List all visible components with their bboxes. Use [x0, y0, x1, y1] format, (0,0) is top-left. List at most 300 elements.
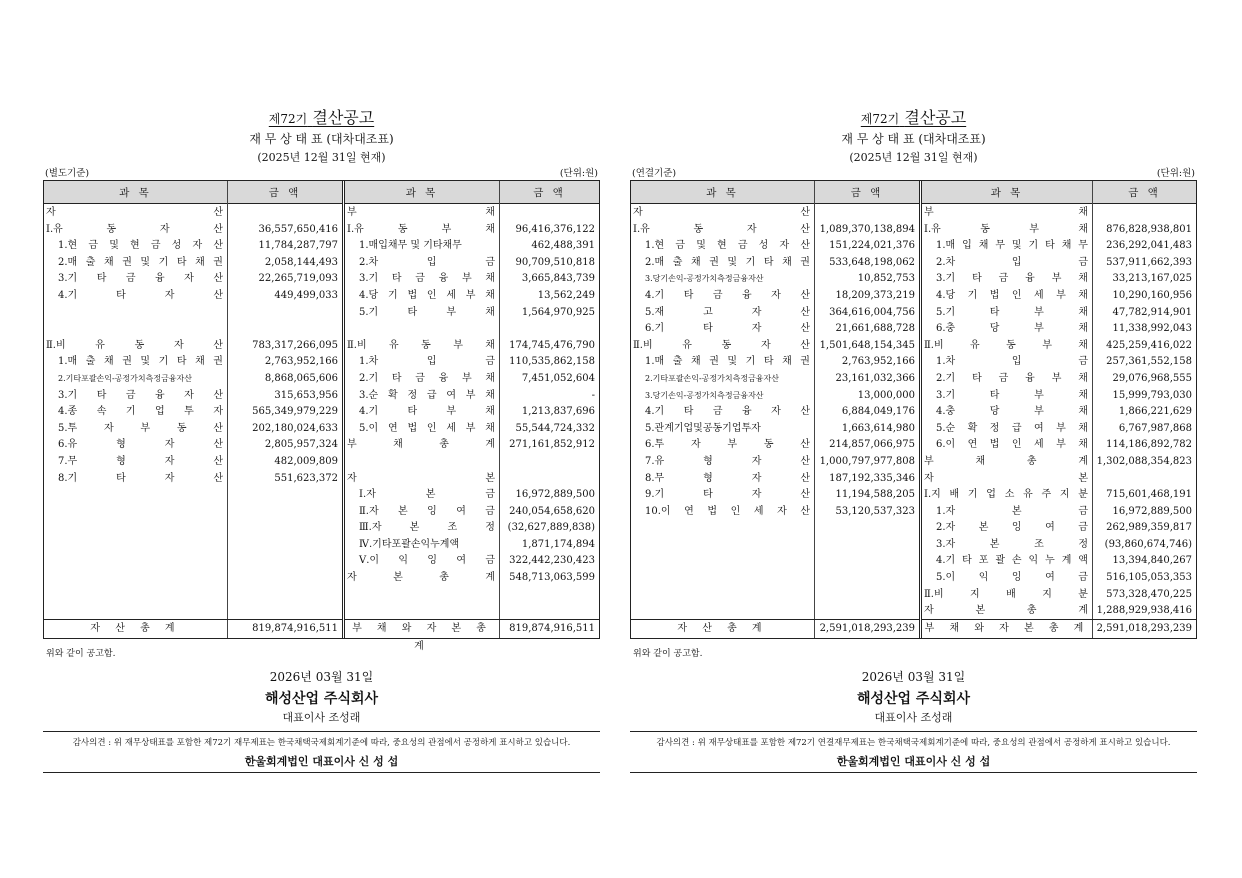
row-amount: 7,451,052,604 — [521, 372, 595, 384]
row-amount — [499, 205, 599, 222]
row-amount: 29,076,968,555 — [1112, 372, 1192, 384]
row-amount: 15,999,793,030 — [1112, 389, 1192, 401]
notice-title — [630, 108, 1197, 128]
notice-title — [43, 108, 600, 128]
row-subject: 5.투 자 부 동 산 — [58, 422, 223, 434]
row-subject: 1.매입채무 및 기타채무 — [359, 240, 462, 252]
row-subject: 6.이 연 법 인 세 부 채 — [936, 439, 1088, 451]
row-subject: 2.매 출 채 권 및 기 타 채 권 — [645, 256, 810, 268]
row-amount: 202,180,024,633 — [252, 422, 338, 434]
row-amount: 36,557,650,416 — [258, 223, 338, 235]
row-subject: 4.당 기 법 인 세 부 채 — [936, 289, 1088, 301]
row-amount: 187,192,335,346 — [829, 472, 915, 484]
statement-subtitle: 재 무 상 태 표 (대차대조표) — [249, 132, 394, 146]
row-amount: 482,009,809 — [274, 455, 338, 467]
unit-label: (단위:원) — [559, 168, 598, 179]
header-amount: 금 액 — [850, 186, 884, 199]
statement-row — [922, 354, 1196, 371]
row-amount: 23,161,032,366 — [835, 372, 915, 384]
audit-opinion: 감사의견 : 위 재무상태표를 포함한 제72기 연결재무제표는 한국채택국제회계기준에 따라, 중요성의 관점에서 공정하게 표시하고 있습니다. — [630, 731, 1197, 752]
publish-date: 2026년 03월 31일 — [861, 670, 966, 684]
row-amount: 449,499,033 — [274, 289, 338, 301]
liab-total-label: 부 채 와 자 본 총 계 — [924, 623, 1090, 634]
row-amount: 1,000,797,977,808 — [819, 455, 915, 467]
row-subject: 2.기타포괄손익-공정가치측정금융자산 — [645, 373, 779, 383]
statement-row — [44, 255, 342, 272]
statement-row — [345, 487, 599, 504]
row-amount: 1,501,648,154,345 — [819, 339, 915, 351]
header-amount: 금 액 — [1128, 186, 1161, 199]
row-subject: 4.당 기 법 인 세 부 채 — [359, 289, 495, 301]
row-amount — [499, 321, 599, 338]
statement-row — [345, 238, 599, 255]
row-subject: 1.차 입 금 — [359, 356, 495, 368]
statement-subtitle: 재 무 상 태 표 (대차대조표) — [841, 132, 986, 146]
row-amount: 47,782,914,901 — [1112, 306, 1192, 318]
row-amount — [1092, 205, 1196, 222]
assets-rows — [44, 205, 342, 487]
notice-footer — [630, 645, 1197, 785]
row-subject: 9.기 타 자 산 — [645, 489, 810, 501]
row-amount: 315,653,956 — [274, 389, 338, 401]
statement-date: (2025년 12월 31일 현재) — [849, 151, 978, 164]
row-amount: 13,394,840,267 — [1112, 555, 1192, 567]
statement-row — [631, 471, 919, 488]
row-amount — [1092, 471, 1196, 488]
row-amount: 1,866,221,629 — [1118, 406, 1192, 418]
row-subject: 4.기 타 금 융 자 산 — [645, 406, 810, 418]
statement-row — [345, 371, 599, 388]
row-subject: 5.관계기업및공동기업투자 — [645, 422, 761, 434]
row-amount: 96,416,376,122 — [515, 223, 595, 235]
row-subject: 5.이 연 법 인 세 부 채 — [359, 422, 495, 434]
row-subject: 5.기 타 부 채 — [936, 306, 1088, 318]
statement-row — [345, 222, 599, 239]
statement-row — [922, 238, 1196, 255]
row-amount: 537,911,662,393 — [1106, 256, 1192, 268]
row-amount: 257,361,552,158 — [1106, 356, 1192, 368]
assets-total-label: 자 산 총 계 — [90, 623, 181, 634]
row-amount: 18,209,373,219 — [835, 289, 915, 301]
statement-row — [345, 520, 599, 537]
statement-row — [345, 437, 599, 454]
statement-row — [922, 570, 1196, 587]
ceo-name: 대표이사 조성래 — [874, 711, 953, 724]
row-amount: 1,213,837,696 — [521, 406, 595, 418]
statement-row — [345, 321, 599, 338]
statement-row — [922, 388, 1196, 405]
unit-label: (단위:원) — [1156, 168, 1195, 179]
row-amount: 151,224,021,376 — [829, 240, 915, 252]
statement-row — [44, 288, 342, 305]
row-amount: 13,562,249 — [537, 289, 595, 301]
row-amount: 715,601,468,191 — [1106, 489, 1192, 501]
assets-total-amount: 2,591,018,293,239 — [819, 623, 915, 634]
row-amount — [814, 205, 919, 222]
row-subject: 4.종 속 기 업 투 자 — [58, 406, 223, 418]
row-amount: 2,058,144,493 — [264, 256, 338, 268]
row-amount: 214,857,066,975 — [829, 439, 915, 451]
row-subject: Ⅰ.유 동 자 산 — [46, 223, 223, 235]
liab-total-row — [922, 619, 1196, 638]
row-subject: Ⅰ.지 배 기 업 소 유 주 지 분 — [924, 489, 1088, 501]
row-subject: 6.투 자 부 동 산 — [645, 439, 810, 451]
statement-row — [922, 553, 1196, 570]
row-subject: 부 채 — [347, 207, 495, 218]
row-subject: 자 산 — [633, 207, 810, 218]
row-subject: 4.충 당 부 채 — [936, 406, 1088, 418]
row-subject: Ⅱ.자 본 잉 여 금 — [359, 505, 495, 517]
header-amount: 금 액 — [268, 186, 302, 199]
row-subject: 3.기 타 부 채 — [936, 389, 1088, 401]
statement-row — [44, 421, 342, 438]
liabilities-side — [922, 181, 1196, 638]
row-subject: 1.차 입 금 — [936, 356, 1088, 368]
row-amount: 110,535,862,158 — [509, 356, 595, 368]
row-subject: 2.기 타 금 융 부 채 — [936, 372, 1088, 384]
row-subject: 자 본 — [924, 472, 1088, 484]
row-subject: 1.매 출 채 권 및 기 타 채 권 — [645, 356, 810, 368]
statement-row — [44, 321, 342, 338]
statement-row — [631, 271, 919, 288]
row-subject: 3.당기손익-공정가치측정금융자산 — [645, 274, 764, 284]
title-main: 결산공고 — [312, 108, 375, 127]
row-subject: 4.기 타 금 융 자 산 — [645, 289, 810, 301]
statement-row — [44, 222, 342, 239]
statement-row — [922, 271, 1196, 288]
row-amount: 783,317,266,095 — [252, 339, 338, 351]
row-subject: 3.당기손익-공정가치측정금융자산 — [645, 390, 764, 400]
row-subject: 부 채 총 계 — [347, 439, 495, 451]
row-amount: 548,713,063,599 — [509, 572, 595, 584]
statement-row — [922, 404, 1196, 421]
basis-label: (별도기준) — [45, 168, 90, 179]
row-subject: 자 본 총 계 — [924, 605, 1088, 617]
statement-row — [44, 338, 342, 355]
statement-row — [345, 288, 599, 305]
statement-row — [922, 520, 1196, 537]
statement-row — [922, 321, 1196, 338]
row-subject: 5.이 익 잉 여 금 — [936, 572, 1088, 584]
statement-row — [345, 205, 599, 222]
row-subject: Ⅰ.유 동 자 산 — [633, 223, 810, 235]
row-amount: 565,349,979,229 — [252, 406, 338, 418]
row-subject: 1.자 본 금 — [936, 505, 1088, 517]
statement-row — [631, 437, 919, 454]
statement-row — [631, 454, 919, 471]
row-subject: 1.매 출 채 권 및 기 타 채 권 — [58, 356, 223, 368]
consolidated-statement — [630, 108, 1197, 785]
statement-row — [922, 338, 1196, 355]
row-amount: (93,860,674,746) — [1104, 538, 1192, 550]
liab-total-amount: 819,874,916,511 — [509, 623, 595, 634]
assets-total-row — [44, 619, 342, 638]
row-amount: 6,767,987,868 — [1118, 422, 1192, 434]
statement-row — [922, 504, 1196, 521]
row-amount: 2,805,957,324 — [264, 439, 338, 451]
statement-row — [345, 404, 599, 421]
row-amount: 3,665,843,739 — [521, 273, 595, 285]
statement-row — [44, 471, 342, 488]
header-amount: 금 액 — [533, 186, 566, 199]
row-amount: 11,194,588,205 — [835, 489, 915, 501]
ceo-name: 대표이사 조성래 — [282, 711, 361, 724]
row-amount: 11,784,287,797 — [258, 240, 338, 252]
row-amount: 364,616,004,756 — [829, 306, 915, 318]
row-subject: 7.유 형 자 산 — [645, 455, 810, 467]
row-subject: 4.기 타 포 괄 손 익 누 계 액 — [936, 555, 1088, 567]
row-subject: 5.순 확 정 급 여 부 채 — [936, 422, 1088, 434]
statement-row — [345, 553, 599, 570]
row-amount: - — [591, 389, 595, 401]
statement-row — [922, 421, 1196, 438]
row-amount: (32,627,889,838) — [507, 522, 595, 534]
statement-date: (2025년 12월 31일 현재) — [257, 151, 386, 164]
row-amount: 1,871,174,894 — [521, 538, 595, 550]
statement-row — [922, 437, 1196, 454]
statement-row — [631, 504, 919, 521]
row-amount: 240,054,658,620 — [509, 505, 595, 517]
row-subject: 2.차 입 금 — [359, 256, 495, 268]
statement-row — [44, 371, 342, 388]
basis-row — [43, 167, 600, 180]
statement-row — [922, 603, 1196, 620]
statement-row — [631, 421, 919, 438]
row-subject: 6.충 당 부 채 — [936, 323, 1088, 335]
statement-row — [345, 504, 599, 521]
row-amount: 55,544,724,332 — [515, 422, 595, 434]
notice-note: 위와 같이 공고함. — [633, 649, 703, 659]
row-amount: 13,000,000 — [857, 389, 915, 401]
row-subject: Ⅱ.비 유 동 부 채 — [924, 339, 1088, 351]
assets-rows — [631, 205, 919, 520]
header-subject: 과 목 — [345, 181, 500, 203]
statement-row — [631, 205, 919, 222]
statement-row — [345, 271, 599, 288]
row-amount — [227, 305, 342, 322]
notice-note: 위와 같이 공고함. — [46, 649, 116, 659]
statement-row — [631, 321, 919, 338]
row-subject: 1.매 입 채 무 및 기 타 채 무 — [936, 240, 1088, 252]
row-amount: 1,302,088,354,823 — [1096, 455, 1192, 467]
row-amount: 1,564,970,925 — [521, 306, 595, 318]
row-amount: 21,661,688,728 — [835, 323, 915, 335]
statement-row — [345, 537, 599, 554]
statement-row — [345, 388, 599, 405]
row-amount: 2,763,952,166 — [264, 356, 338, 368]
row-subject — [44, 305, 227, 322]
assets-total-row — [631, 619, 919, 638]
row-amount: 1,288,929,938,416 — [1096, 605, 1192, 617]
statement-row — [345, 354, 599, 371]
row-subject: Ⅱ.비 유 동 부 채 — [347, 339, 495, 351]
separate-statement — [43, 108, 600, 785]
statement-row — [922, 487, 1196, 504]
liabilities-rows — [345, 205, 599, 587]
statement-row — [922, 255, 1196, 272]
row-subject: 2.자 본 잉 여 금 — [936, 522, 1088, 534]
row-subject: 7.무 형 자 산 — [58, 455, 223, 467]
row-subject: 1.현 금 및 현 금 성 자 산 — [58, 240, 223, 252]
row-subject: Ⅴ.이 익 잉 여 금 — [359, 555, 495, 567]
statement-row — [922, 205, 1196, 222]
statement-row — [345, 570, 599, 587]
row-subject: 자 산 — [46, 207, 223, 218]
statement-row — [44, 238, 342, 255]
statement-row — [922, 371, 1196, 388]
statement-row — [922, 288, 1196, 305]
row-amount: 10,852,753 — [857, 273, 915, 285]
row-subject: Ⅱ.비 지 배 지 분 — [924, 588, 1088, 600]
statement-row — [922, 305, 1196, 322]
row-subject: 부 채 — [924, 207, 1088, 218]
row-amount: 262,989,359,817 — [1106, 522, 1192, 534]
row-subject: 3.자 본 조 정 — [936, 538, 1088, 550]
liabilities-header — [345, 181, 599, 204]
auditor-name: 한울회계법인 대표이사 신 성 섭 — [43, 752, 600, 773]
row-amount: 174,745,476,790 — [509, 339, 595, 351]
row-amount — [227, 321, 342, 338]
assets-side — [44, 181, 345, 638]
statement-row — [922, 471, 1196, 488]
assets-header — [44, 181, 342, 204]
statement-row — [44, 388, 342, 405]
statement-row — [44, 404, 342, 421]
liabilities-rows — [922, 205, 1196, 620]
notice-footer — [43, 645, 600, 785]
row-amount: 236,292,041,483 — [1106, 240, 1192, 252]
row-amount: 33,213,167,025 — [1112, 273, 1192, 285]
row-amount: 90,709,510,818 — [515, 256, 595, 268]
auditor-name: 한울회계법인 대표이사 신 성 섭 — [630, 752, 1197, 773]
assets-side — [631, 181, 922, 638]
liab-total-label: 부 채 와 자 본 총 계 — [352, 623, 492, 652]
statement-row — [922, 587, 1196, 604]
row-subject: 2.기타포괄손익-공정가치측정금융자산 — [58, 373, 192, 383]
basis-row — [630, 167, 1197, 180]
title-prefix: 제72기 — [268, 112, 308, 126]
assets-total-amount: 819,874,916,511 — [252, 623, 338, 634]
statement-row — [631, 404, 919, 421]
row-subject: 6.유 형 자 산 — [58, 439, 223, 451]
statement-row — [345, 338, 599, 355]
statement-row — [631, 255, 919, 272]
statement-row — [631, 305, 919, 322]
company-name: 해성산업 주식회사 — [856, 691, 971, 707]
statement-row — [44, 305, 342, 322]
header-subject: 과 목 — [631, 181, 815, 203]
row-subject: Ⅰ.자 본 금 — [359, 489, 495, 501]
statement-row — [631, 288, 919, 305]
statement-row — [44, 354, 342, 371]
row-subject: 4.기 타 부 채 — [359, 406, 495, 418]
title-main: 결산공고 — [904, 108, 967, 127]
row-subject: 3.순 확 정 급 여 부 채 — [359, 389, 495, 401]
row-subject: 5.기 타 부 채 — [359, 306, 495, 318]
row-amount: 322,442,230,423 — [509, 555, 595, 567]
statement-row — [44, 454, 342, 471]
balance-sheet-table — [630, 180, 1197, 639]
statement-row — [631, 354, 919, 371]
row-subject: 4.기 타 자 산 — [58, 289, 223, 301]
company-name: 해성산업 주식회사 — [264, 691, 379, 707]
header-subject: 과 목 — [44, 181, 228, 203]
audit-opinion: 감사의견 : 위 재무상태표를 포함한 제72기 재무제표는 한국채택국제회계기준에 따라, 중요성의 관점에서 공정하게 표시하고 있습니다. — [43, 731, 600, 752]
statement-row — [922, 537, 1196, 554]
row-subject — [345, 321, 499, 338]
row-amount: 16,972,889,500 — [515, 489, 595, 501]
row-amount: 10,290,160,956 — [1112, 289, 1192, 301]
publish-date: 2026년 03월 31일 — [269, 670, 374, 684]
row-subject: Ⅳ.기타포괄손익누계액 — [359, 538, 460, 550]
statement-row — [631, 371, 919, 388]
header-subject: 과 목 — [922, 181, 1093, 203]
row-amount: 573,328,470,225 — [1106, 588, 1192, 600]
row-subject: Ⅰ.유 동 부 채 — [347, 223, 495, 235]
row-amount: 2,763,952,166 — [841, 356, 915, 368]
row-amount: 6,884,049,176 — [841, 406, 915, 418]
row-amount: 22,265,719,093 — [258, 273, 338, 285]
liab-total-row — [345, 619, 599, 652]
row-amount: 114,186,892,782 — [1106, 439, 1192, 451]
row-subject: 8.기 타 자 산 — [58, 472, 223, 484]
row-amount — [227, 205, 342, 222]
statement-row — [345, 471, 599, 488]
row-amount: 551,623,372 — [274, 472, 338, 484]
statement-row — [922, 454, 1196, 471]
statement-row — [631, 388, 919, 405]
row-subject — [345, 454, 499, 471]
basis-label: (연결기준) — [632, 168, 677, 179]
row-amount: 8,868,065,606 — [264, 372, 338, 384]
assets-header — [631, 181, 919, 204]
statement-row — [345, 255, 599, 272]
row-subject: Ⅲ.자 본 조 정 — [359, 522, 495, 534]
statement-row — [44, 437, 342, 454]
row-subject: 8.무 형 자 산 — [645, 472, 810, 484]
row-subject: 3.기 타 금 융 부 채 — [936, 273, 1088, 285]
row-amount: 425,259,416,022 — [1106, 339, 1192, 351]
row-subject: 자 본 총 계 — [347, 572, 495, 584]
row-amount: 533,648,198,062 — [829, 256, 915, 268]
row-subject: 부 채 총 계 — [924, 455, 1088, 467]
row-subject: 2.차 입 금 — [936, 256, 1088, 268]
row-subject: 3.기 타 금 융 자 산 — [58, 389, 223, 401]
row-subject: 자 본 — [347, 472, 495, 484]
liab-total-amount: 2,591,018,293,239 — [1096, 623, 1192, 634]
statement-row — [345, 305, 599, 322]
liabilities-side — [345, 181, 599, 652]
row-amount: 1,089,370,138,894 — [819, 223, 915, 235]
statement-row — [345, 421, 599, 438]
row-subject: 6.기 타 자 산 — [645, 323, 810, 335]
row-amount: 516,105,053,353 — [1106, 572, 1192, 584]
row-subject: Ⅰ.유 동 부 채 — [924, 223, 1088, 235]
row-subject: 10.이 연 법 인 세 자 산 — [645, 505, 810, 517]
statement-row — [922, 222, 1196, 239]
row-amount: 11,338,992,043 — [1112, 323, 1192, 335]
statement-row — [44, 205, 342, 222]
row-amount — [499, 454, 599, 471]
title-prefix: 제72기 — [860, 112, 900, 126]
row-amount — [499, 471, 599, 488]
row-amount: 53,120,537,323 — [835, 505, 915, 517]
statement-row — [345, 454, 599, 471]
row-subject: Ⅱ.비 유 동 자 산 — [46, 339, 223, 351]
row-amount: 16,972,889,500 — [1112, 505, 1192, 517]
row-amount: 1,663,614,980 — [841, 422, 915, 434]
row-subject: 3.기 타 금 융 자 산 — [58, 273, 223, 285]
